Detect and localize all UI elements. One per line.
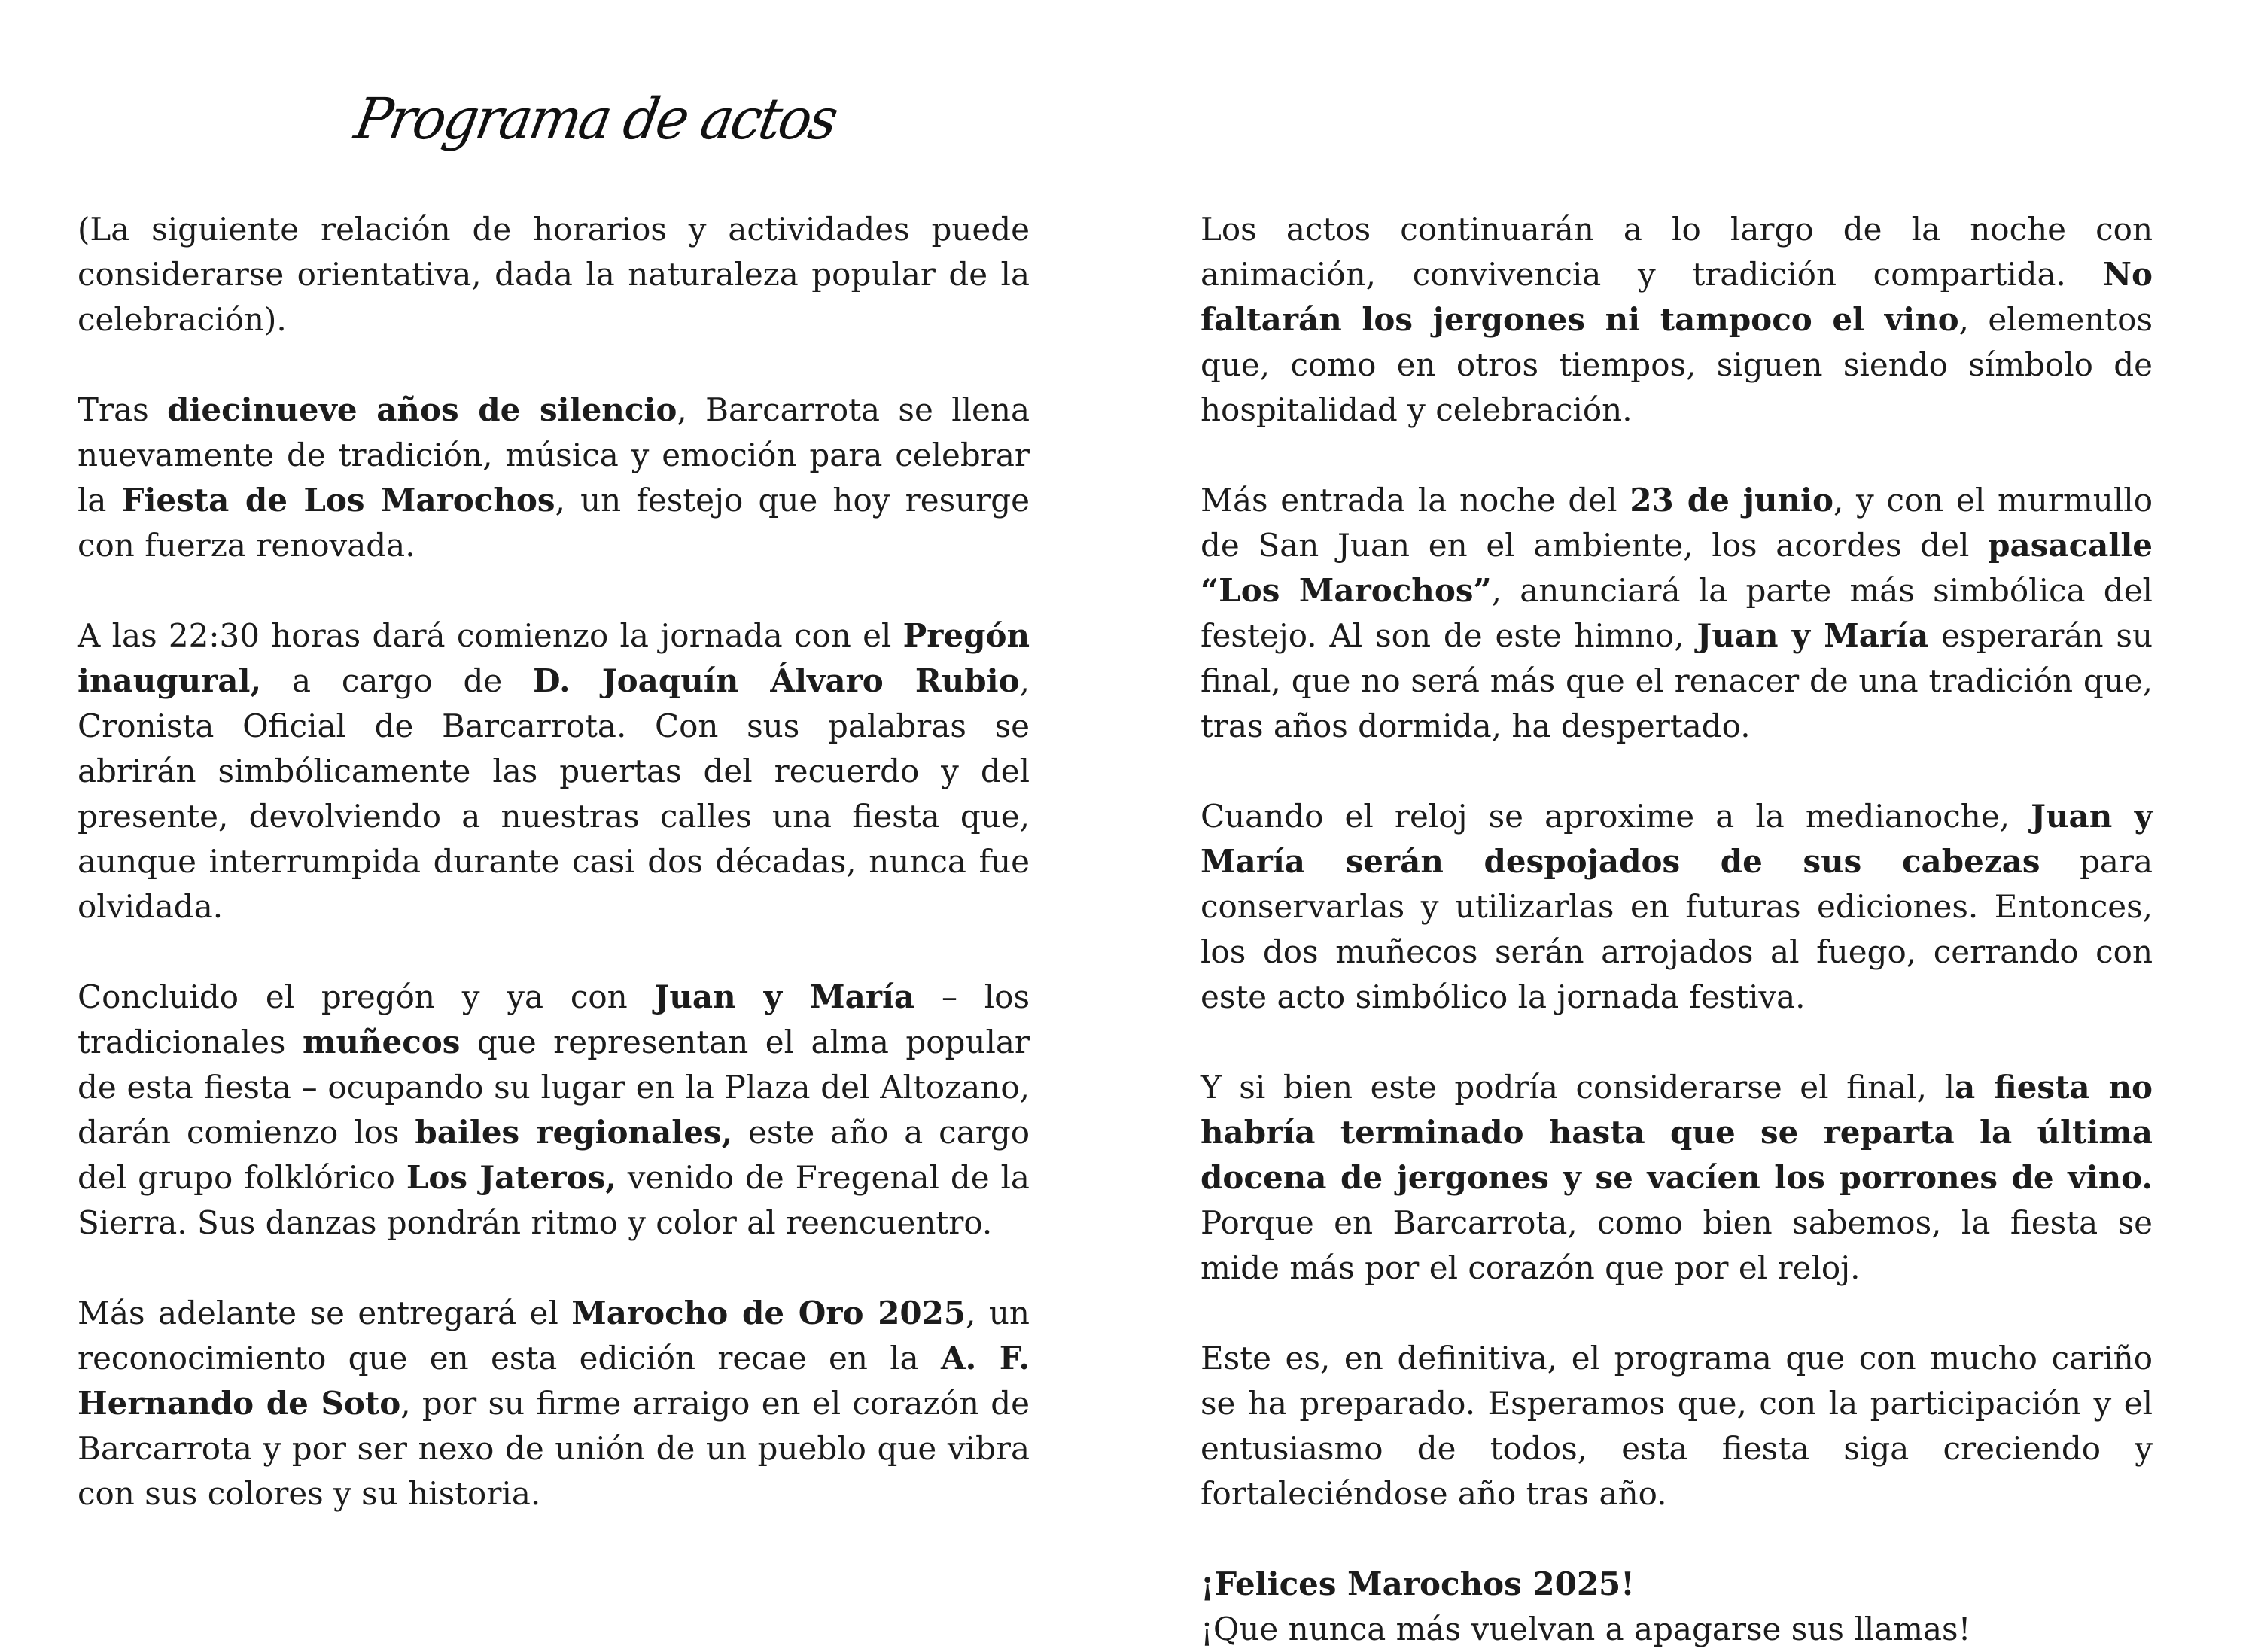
text-run: Tras: [78, 391, 168, 428]
text-run: venido de Fregenal de la Sierra. Sus danzas pondrán ritmo y color al reencuentro.: [78, 1159, 1030, 1241]
bold-text: Juan y María: [654, 978, 915, 1015]
text-run: Cuando el reloj se aproxime a la medianoche,: [1201, 798, 2031, 835]
text-run: Este es, en definitiva, el programa que con mucho cariño se ha preparado. Esperamos que, con la participación y el entusiasmo de todos, esta fiesta siga creciendo y fortaleciéndose año tras año.: [1201, 1340, 2153, 1512]
text-run: Más entrada la noche del: [1201, 482, 1630, 519]
text-run: , Cronista Oficial de Barcarrota. Con sus palabras se abrirán simbólicamente las puertas del recuerdo y del presente, devolviendo a nuestras calles una fiesta que, aunque interrumpida durante casi dos décadas, nunca fue olvidada.: [78, 662, 1030, 925]
paragraph: [78, 1291, 1030, 1517]
bold-text: Juan y María serán despojados de sus cabezas: [1201, 798, 2153, 880]
text-run: que representan el alma popular de esta fiesta – ocupando su lugar en la Plaza del Altozano, darán comienzo los: [78, 1024, 1030, 1151]
text-run: – los tradicionales: [78, 978, 1030, 1060]
paragraph: [1201, 794, 2153, 1020]
bold-text: Pregón inaugural,: [78, 617, 1030, 699]
bold-text: muñecos: [302, 1024, 461, 1060]
paragraph: [1201, 207, 2153, 433]
bold-text: 23 de junio: [1630, 482, 1834, 519]
text-run: Concluido el pregón y ya con: [78, 978, 655, 1015]
text-run: Los actos continuarán a lo largo de la noche con animación, convivencia y tradición compartida.: [1201, 211, 2153, 293]
bold-text: A. F. Hernando de Soto: [78, 1340, 1030, 1422]
paragraph: [1201, 1336, 2153, 1517]
bold-text: D. Joaquín Álvaro Rubio: [533, 662, 1020, 699]
text-run: , un reconocimiento que en esta edición recae en la: [78, 1295, 1030, 1377]
bold-text: Juan y María: [1697, 617, 1929, 654]
paragraph: [78, 975, 1030, 1246]
text-run: , Barcarrota se llena nuevamente de tradición, música y emoción para celebrar la: [78, 391, 1030, 519]
bold-text: diecinueve años de silencio: [167, 391, 677, 428]
text-run: Y si bien este podría considerarse el final, l: [1201, 1069, 1955, 1106]
bold-text: bailes regionales,: [415, 1114, 733, 1151]
bold-text: a fiesta no habría terminado hasta que se reparta la última docena de jergones y se vacíen los porrones de vino.: [1201, 1069, 2153, 1196]
page-title: Programa de actos: [350, 85, 841, 152]
paragraph: [78, 613, 1030, 929]
left-column: [78, 207, 1030, 1562]
text-run: Porque en Barcarrota, como bien sabemos, la fiesta se mide más por el corazón que por el reloj.: [1201, 1204, 2153, 1286]
paragraph: [1201, 478, 2153, 749]
text-run: , y con el murmullo de San Juan en el ambiente, los acordes del: [1201, 482, 2153, 564]
closing-block: [1201, 1562, 2153, 1652]
text-run: esperarán su final, que no será más que el renacer de una tradición que, tras años dormida, ha despertado.: [1201, 617, 2153, 744]
right-column: [1201, 207, 2153, 1652]
paragraph: [78, 388, 1030, 568]
text-run: a cargo de: [261, 662, 534, 699]
text-run: , anunciará la parte más simbólica del festejo. Al son de este himno,: [1201, 572, 2153, 654]
text-run: A las 22:30 horas dará comienzo la jornada con el: [78, 617, 903, 654]
bold-text: Los Jateros,: [406, 1159, 616, 1196]
bold-text: Marocho de Oro 2025: [571, 1295, 966, 1331]
text-run: (La siguiente relación de horarios y actividades puede considerarse orientativa, dada la naturaleza popular de la celebración).: [78, 211, 1030, 338]
text-run: , por su firme arraigo en el corazón de Barcarrota y por ser nexo de unión de un pueblo que vibra con sus colores y su historia.: [78, 1385, 1030, 1512]
text-run: , un festejo que hoy resurge con fuerza renovada.: [78, 482, 1030, 564]
text-run: para conservarlas y utilizarlas en futuras ediciones. Entonces, los dos muñecos serán arrojados al fuego, cerrando con este acto simbólico la jornada festiva.: [1201, 843, 2153, 1015]
closing-wish: ¡Que nunca más vuelvan a apagarse sus llamas!: [1201, 1611, 1971, 1647]
bold-text: pasacalle “Los Marochos”: [1201, 527, 2153, 609]
paragraph: [1201, 1065, 2153, 1291]
text-run: Más adelante se entregará el: [78, 1295, 572, 1331]
text-run: , elementos que, como en otros tiempos, siguen siendo símbolo de hospitalidad y celebración.: [1201, 301, 2153, 428]
bold-text: Fiesta de Los Marochos: [121, 482, 555, 519]
closing-exclamation: ¡Felices Marochos 2025!: [1201, 1565, 1635, 1602]
bold-text: No faltarán los jergones ni tampoco el vino: [1201, 256, 2153, 338]
paragraph: [78, 207, 1030, 342]
text-run: este año a cargo del grupo folklórico: [78, 1114, 1030, 1196]
